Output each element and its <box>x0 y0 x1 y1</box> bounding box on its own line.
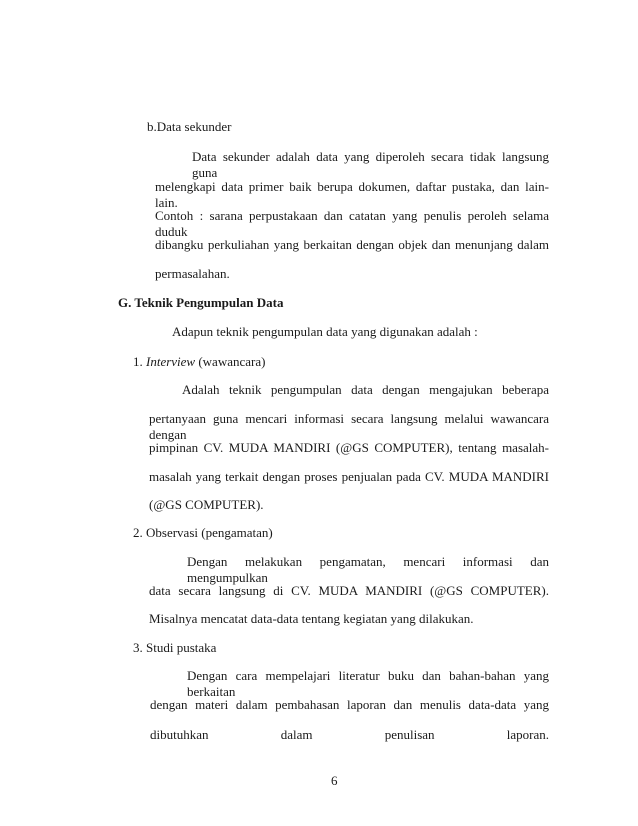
paragraph-line: Dengan melakukan pengamatan, mencari informasi dan mengumpulkan <box>187 554 549 585</box>
list-item-title-interview <box>133 354 265 370</box>
list-item-title-studi-pustaka <box>133 640 216 656</box>
paragraph-line: Data sekunder adalah data yang diperoleh secara tidak langsung guna <box>192 149 549 180</box>
paragraph-line: Contoh : sarana perpustakaan dan catatan yang penulis peroleh selama duduk <box>155 208 549 239</box>
list-title: Observasi (pengamatan) <box>146 525 273 540</box>
list-number: 1. <box>133 354 143 369</box>
paragraph-line: masalah yang terkait dengan proses penjualan pada CV. MUDA MANDIRI <box>149 469 549 484</box>
paragraph-line: Adalah teknik pengumpulan data dengan mengajukan beberapa <box>182 382 549 397</box>
paragraph-line: (@GS COMPUTER). <box>149 497 264 512</box>
paragraph-line: Dengan cara mempelajari literatur buku dan bahan-bahan yang berkaitan <box>187 668 549 699</box>
paragraph-line: Misalnya mencatat data-data tentang kegiatan yang dilakukan. <box>149 611 474 626</box>
section-heading-teknik-pengumpulan-data: G. Teknik Pengumpulan Data <box>118 295 284 310</box>
page-number: 6 <box>331 773 338 788</box>
paragraph-line: pertanyaan guna mencari informasi secara langsung melalui wawancara dengan <box>149 411 549 442</box>
list-number: 2. <box>133 525 143 540</box>
paragraph-line: permasalahan. <box>155 266 230 281</box>
paragraph-line: data secara langsung di CV. MUDA MANDIRI (@GS COMPUTER). <box>149 583 549 598</box>
paragraph-line: melengkapi data primer baik berupa dokumen, daftar pustaka, dan lain-lain. <box>155 179 549 210</box>
section-intro: Adapun teknik pengumpulan data yang digunakan adalah : <box>172 324 478 339</box>
subsection-heading-data-sekunder: b.Data sekunder <box>147 119 232 134</box>
list-number: 3. <box>133 640 143 655</box>
paragraph-line: dibangku perkuliahan yang berkaitan dengan objek dan menunjang dalam <box>155 237 549 252</box>
list-item-title-observasi <box>133 525 273 541</box>
list-title: Studi pustaka <box>146 640 217 655</box>
paragraph-line: pimpinan CV. MUDA MANDIRI (@GS COMPUTER), tentang masalah- <box>149 440 549 455</box>
list-title-italic: Interview <box>146 354 196 369</box>
paragraph-line: dengan materi dalam pembahasan laporan dan menulis data-data yang <box>150 697 549 712</box>
paragraph-line: dibutuhkan dalam penulisan laporan. <box>150 727 549 742</box>
list-title-rest: (wawancara) <box>195 354 266 369</box>
